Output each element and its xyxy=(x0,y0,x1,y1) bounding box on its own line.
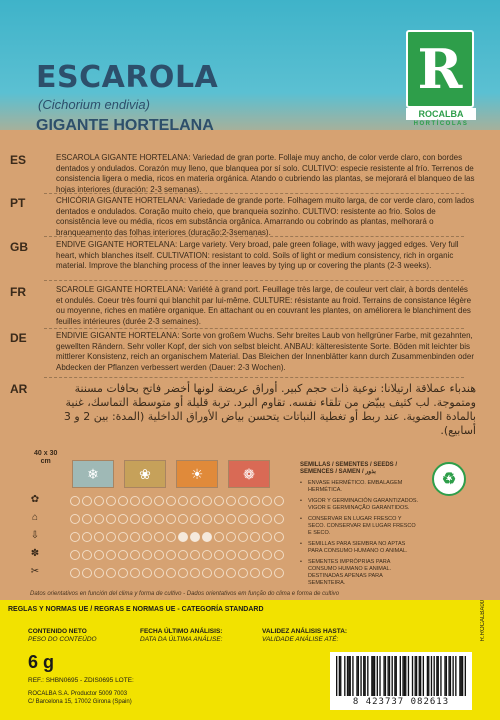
calendar-cell xyxy=(202,550,212,560)
barcode-number: 8 423737 082613 xyxy=(352,697,450,707)
lang-text-fr: SCAROLE GIGANTE HORTELANA: Variété à grand port. Feuillage très large, de couleur vert clair, à bords dentelés et ondulés. Coeur très fourni qui blanchit par lui-même. CULTURE: résistante au froid. Terrains de consistance légère ou moyenne, riches en matière organique. En attachant ou en couvrant les plantes, on améliorera le blanchiment des feuilles intérieures (durée 2-3 semaines). xyxy=(56,285,472,326)
calendar-cell xyxy=(94,532,104,542)
divider xyxy=(44,236,464,237)
season-icon: ❀ xyxy=(124,460,166,488)
calendar-cell xyxy=(94,568,104,578)
calendar-cell xyxy=(130,532,140,542)
calendar-cell xyxy=(106,514,116,524)
calendar-cell xyxy=(166,532,176,542)
calendar-cell xyxy=(118,532,128,542)
calendar-cell xyxy=(238,496,248,506)
calendar-cell xyxy=(190,496,200,506)
calendar-cell xyxy=(238,550,248,560)
calendar-cell xyxy=(178,514,188,524)
calendar-cell xyxy=(154,532,164,542)
latin-name: (Cichorium endivia) xyxy=(38,97,150,112)
calendar-cell xyxy=(154,550,164,560)
lang-text-pt: CHICÓRIA GIGANTE HORTELANA: Variedade de grande porte. Folhagem muito larga, de cor verde claro, com lados dentados e ondulados. Coração muito cheio, que branqueia sozinho. CULTIVO: resistente ao frio. Solos de consistência leve ou média, ricos em substância orgânica. Amarrando ou cobrindo as plantas, melhorará o branqueamento das folhas interiores (duração:2-3semanas). xyxy=(56,196,475,237)
calendar-cell xyxy=(154,514,164,524)
divider xyxy=(44,193,464,194)
season-icon: ❁ xyxy=(228,460,270,488)
outdoor-icon: ✽ xyxy=(30,548,40,559)
sowing-calendar xyxy=(12,450,302,600)
disclaimer-note: Datos orientativos en función del clima y forma de cultivo - Dados orientativos em função do clima e forma de cultivo xyxy=(30,591,340,597)
calendar-row xyxy=(56,512,296,526)
calendar-cell xyxy=(142,568,152,578)
divider xyxy=(44,280,464,281)
description-ar xyxy=(10,382,480,440)
calendar-cell xyxy=(82,496,92,506)
calendar-cell xyxy=(262,496,272,506)
calendar-cell xyxy=(130,496,140,506)
calendar-cell xyxy=(166,550,176,560)
calendar-cell xyxy=(94,514,104,524)
calendar-cell xyxy=(274,550,284,560)
lang-text-es: ESCAROLA GIGANTE HORTELANA: Variedad de gran porte. Follaje muy ancho, de color verde claro, con bordes dentados y ondulados. Corazón muy lleno, que blanquea por sí solo. CULTIVO: especie resistente al frío. Terrenos de consistencia ligera o media, ricos en materia orgánica. Atando o cubriendo las plantas, se mejorará el blanqueo de las hojas interiores (duración: 2-3 semanas). xyxy=(56,153,475,194)
calendar-cell xyxy=(106,532,116,542)
calendar-cell xyxy=(202,514,212,524)
seed-info-item: • SEMILLAS PARA SIEMBRA NO APTAS PARA CONSUMO HUMANO O ANIMAL. xyxy=(300,541,420,555)
season-icon: ☀ xyxy=(176,460,218,488)
calendar-cell xyxy=(82,550,92,560)
rules-heading: REGLAS Y NORMAS UE / REGRAS E NORMAS UE - CATEGORÍA STANDARD xyxy=(8,606,264,613)
variety-name: GIGANTE HORTELANA xyxy=(36,117,214,134)
calendar-cell xyxy=(70,514,80,524)
calendar-cell xyxy=(274,568,284,578)
content-label: CONTENIDO NETO PESO DO CONTEÚDO xyxy=(28,628,97,643)
calendar-cell xyxy=(226,568,236,578)
lang-code-es: ES xyxy=(10,153,27,167)
calendar-cell xyxy=(166,568,176,578)
calendar-cell xyxy=(226,514,236,524)
calendar-cell xyxy=(118,550,128,560)
calendar-cell xyxy=(262,568,272,578)
description-pt xyxy=(10,196,480,236)
calendar-cell xyxy=(202,568,212,578)
lang-code-gb: GB xyxy=(10,240,28,254)
brand-subtitle: HORTÍCOLAS xyxy=(413,121,469,127)
calendar-cell xyxy=(70,550,80,560)
side-code: R.ROCALBA00 xyxy=(480,600,486,642)
transplant-icon: ⇩ xyxy=(30,530,40,541)
calendar-cell xyxy=(82,532,92,542)
description-es xyxy=(10,153,480,193)
lang-code-ar: AR xyxy=(10,382,28,396)
calendar-row xyxy=(56,530,296,544)
description-gb xyxy=(10,240,480,276)
calendar-cell xyxy=(142,532,152,542)
calendar-cell xyxy=(226,532,236,542)
calendar-cell xyxy=(178,496,188,506)
calendar-cell xyxy=(226,496,236,506)
calendar-cell xyxy=(250,514,260,524)
calendar-cell xyxy=(274,496,284,506)
barcode xyxy=(330,652,472,710)
seed-info-heading: SEMILLAS / SEMENTES / SEEDS / SEMENCES / SAMEN / بذور xyxy=(300,462,398,475)
calendar-cell xyxy=(262,514,272,524)
green-dot-icon: ♻ xyxy=(432,462,466,496)
calendar-cell xyxy=(238,568,248,578)
seed-info-item: • CONSERVAR EN LUGAR FRESCO Y SECO. CONSERVAR EM LUGAR FRESCO E SECO. xyxy=(300,516,420,537)
calendar-row xyxy=(56,494,296,508)
calendar-cell xyxy=(106,568,116,578)
calendar-cell xyxy=(118,514,128,524)
calendar-cell xyxy=(82,514,92,524)
calendar-cell xyxy=(202,496,212,506)
calendar-cell xyxy=(70,532,80,542)
lang-text-gb: ENDIVE GIGANTE HORTELANA: Large variety. Very broad, pale green foliage, with wavy jagged edges. Very full heart, which blanches itself. CULTIVATION: resistant to cold. Soils of light or medium consistency, rich in organic material. Improve the blanching process of the inner leaves by tying up or covering the plants (2-3 weeks). xyxy=(56,240,459,270)
calendar-cell xyxy=(154,568,164,578)
calendar-cell xyxy=(214,496,224,506)
validity-label: VALIDEZ ANÁLISIS HASTA: VALIDADE ANÁLISE ATÉ: xyxy=(262,628,348,643)
analysis-label: FECHA ÚLTIMO ANÁLISIS: DATA DA ÚLTIMA ANÁLISE: xyxy=(140,628,223,643)
lang-text-de: ENDIVIE GIGANTE HORTELANA: Sorte von großem Wuchs. Sehr breites Laub von hellgrüner Farbe, mit gezahnten, gewellten Rändern. Sehr voller Kopf, der sich von selbst bleicht. ANBAU: kälteresistente Sorte. Böden mit leichter bis mittlerer Konsistenz, reich an organischem Material. Das Bleichen der Innenblätter kann durch Zusammenbinden oder Abdecken der Pflanzen verbessert werden (Dauer: 2-3 Wochen). xyxy=(56,331,474,372)
lang-code-pt: PT xyxy=(10,196,26,210)
calendar-cell xyxy=(130,514,140,524)
calendar-cell xyxy=(106,550,116,560)
barcode-bars xyxy=(336,656,466,696)
calendar-cell xyxy=(274,514,284,524)
calendar-cell xyxy=(226,550,236,560)
calendar-cell xyxy=(190,514,200,524)
logo-letter: R xyxy=(417,37,463,101)
calendar-cell xyxy=(118,496,128,506)
sow-icon: ✿ xyxy=(30,494,40,505)
calendar-cell xyxy=(70,496,80,506)
calendar-cell xyxy=(166,496,176,506)
spacing-label: 40 x 30 cm xyxy=(34,450,58,465)
calendar-cell xyxy=(178,568,188,578)
calendar-cell xyxy=(250,550,260,560)
calendar-cell xyxy=(250,496,260,506)
calendar-cell xyxy=(250,568,260,578)
calendar-cell xyxy=(166,514,176,524)
calendar-cell xyxy=(70,568,80,578)
company-info: ROCALBA S.A. Productor 5009 7003 C/ Barcelona 15, 17002 Girona (Spain) xyxy=(28,691,132,705)
divider xyxy=(44,328,464,329)
calendar-cell xyxy=(190,568,200,578)
seed-info xyxy=(300,462,420,587)
calendar-cell xyxy=(238,514,248,524)
calendar-row xyxy=(56,548,296,562)
brand-logo xyxy=(406,30,474,108)
seed-info-item: • ENVASE HERMÉTICO. EMBALAGEM HERMÉTICA. xyxy=(300,480,420,494)
calendar-cell xyxy=(178,550,188,560)
calendar-cell xyxy=(178,532,188,542)
calendar-cell xyxy=(142,496,152,506)
description-fr xyxy=(10,285,480,329)
calendar-cell xyxy=(214,568,224,578)
calendar-cell xyxy=(130,550,140,560)
product-title: ESCAROLA xyxy=(36,60,219,95)
calendar-cell xyxy=(202,532,212,542)
calendar-cell xyxy=(82,568,92,578)
season-icon: ❄ xyxy=(72,460,114,488)
calendar-cell xyxy=(142,514,152,524)
calendar-cell xyxy=(262,550,272,560)
calendar-cell xyxy=(250,532,260,542)
calendar-cell xyxy=(190,532,200,542)
calendar-cell xyxy=(154,496,164,506)
calendar-cell xyxy=(130,568,140,578)
seed-info-item: • VIGOR Y GERMINACIÓN GARANTIZADOS. VIGOR E GERMINAÇÃO GARANTIDOS. xyxy=(300,498,420,512)
calendar-cell xyxy=(214,514,224,524)
calendar-cell xyxy=(106,496,116,506)
seed-info-item: • SEMENTES IMPRÓPRIAS PARA CONSUMO HUMANO E ANIMAL. DESTINADAS APENAS PARA SEMENTEIRA. xyxy=(300,559,420,587)
calendar-cell xyxy=(94,496,104,506)
calendar-cell xyxy=(118,568,128,578)
calendar-cell xyxy=(274,532,284,542)
net-weight: 6 g xyxy=(28,652,55,672)
calendar-cell xyxy=(214,532,224,542)
calendar-row xyxy=(56,566,296,580)
lang-code-fr: FR xyxy=(10,285,26,299)
calendar-cell xyxy=(214,550,224,560)
lang-text-ar: هندباء عملاقة ارتيلانا: نوعية ذات حجم كبير. أوراق عريضة لونها أخضر فاتح بحافات مسننة ومتموجة. لب كثيف يبيّض من تلقاء نفسه. تقاوم البرد. تربة قليلة أو متوسطة التماسك، غنية بالمادة العضوية. عند ربط أو تغطية النباتات يتحسن بياض الأوراق الداخلية (المدة: بين 2 و 3 أسابيع). xyxy=(63,382,476,437)
greenhouse-icon: ⌂ xyxy=(31,512,39,523)
calendar-cell xyxy=(142,550,152,560)
reference-code: REF.: SHBN0695 - ZDIS0695 LOTE: xyxy=(28,677,134,684)
calendar-cell xyxy=(94,550,104,560)
brand-name: ROCALBA xyxy=(406,108,476,120)
divider xyxy=(44,377,464,378)
description-de xyxy=(10,331,480,375)
lang-code-de: DE xyxy=(10,331,27,345)
calendar-cell xyxy=(190,550,200,560)
harvest-icon: ✂ xyxy=(30,566,40,577)
calendar-cell xyxy=(262,532,272,542)
calendar-cell xyxy=(238,532,248,542)
